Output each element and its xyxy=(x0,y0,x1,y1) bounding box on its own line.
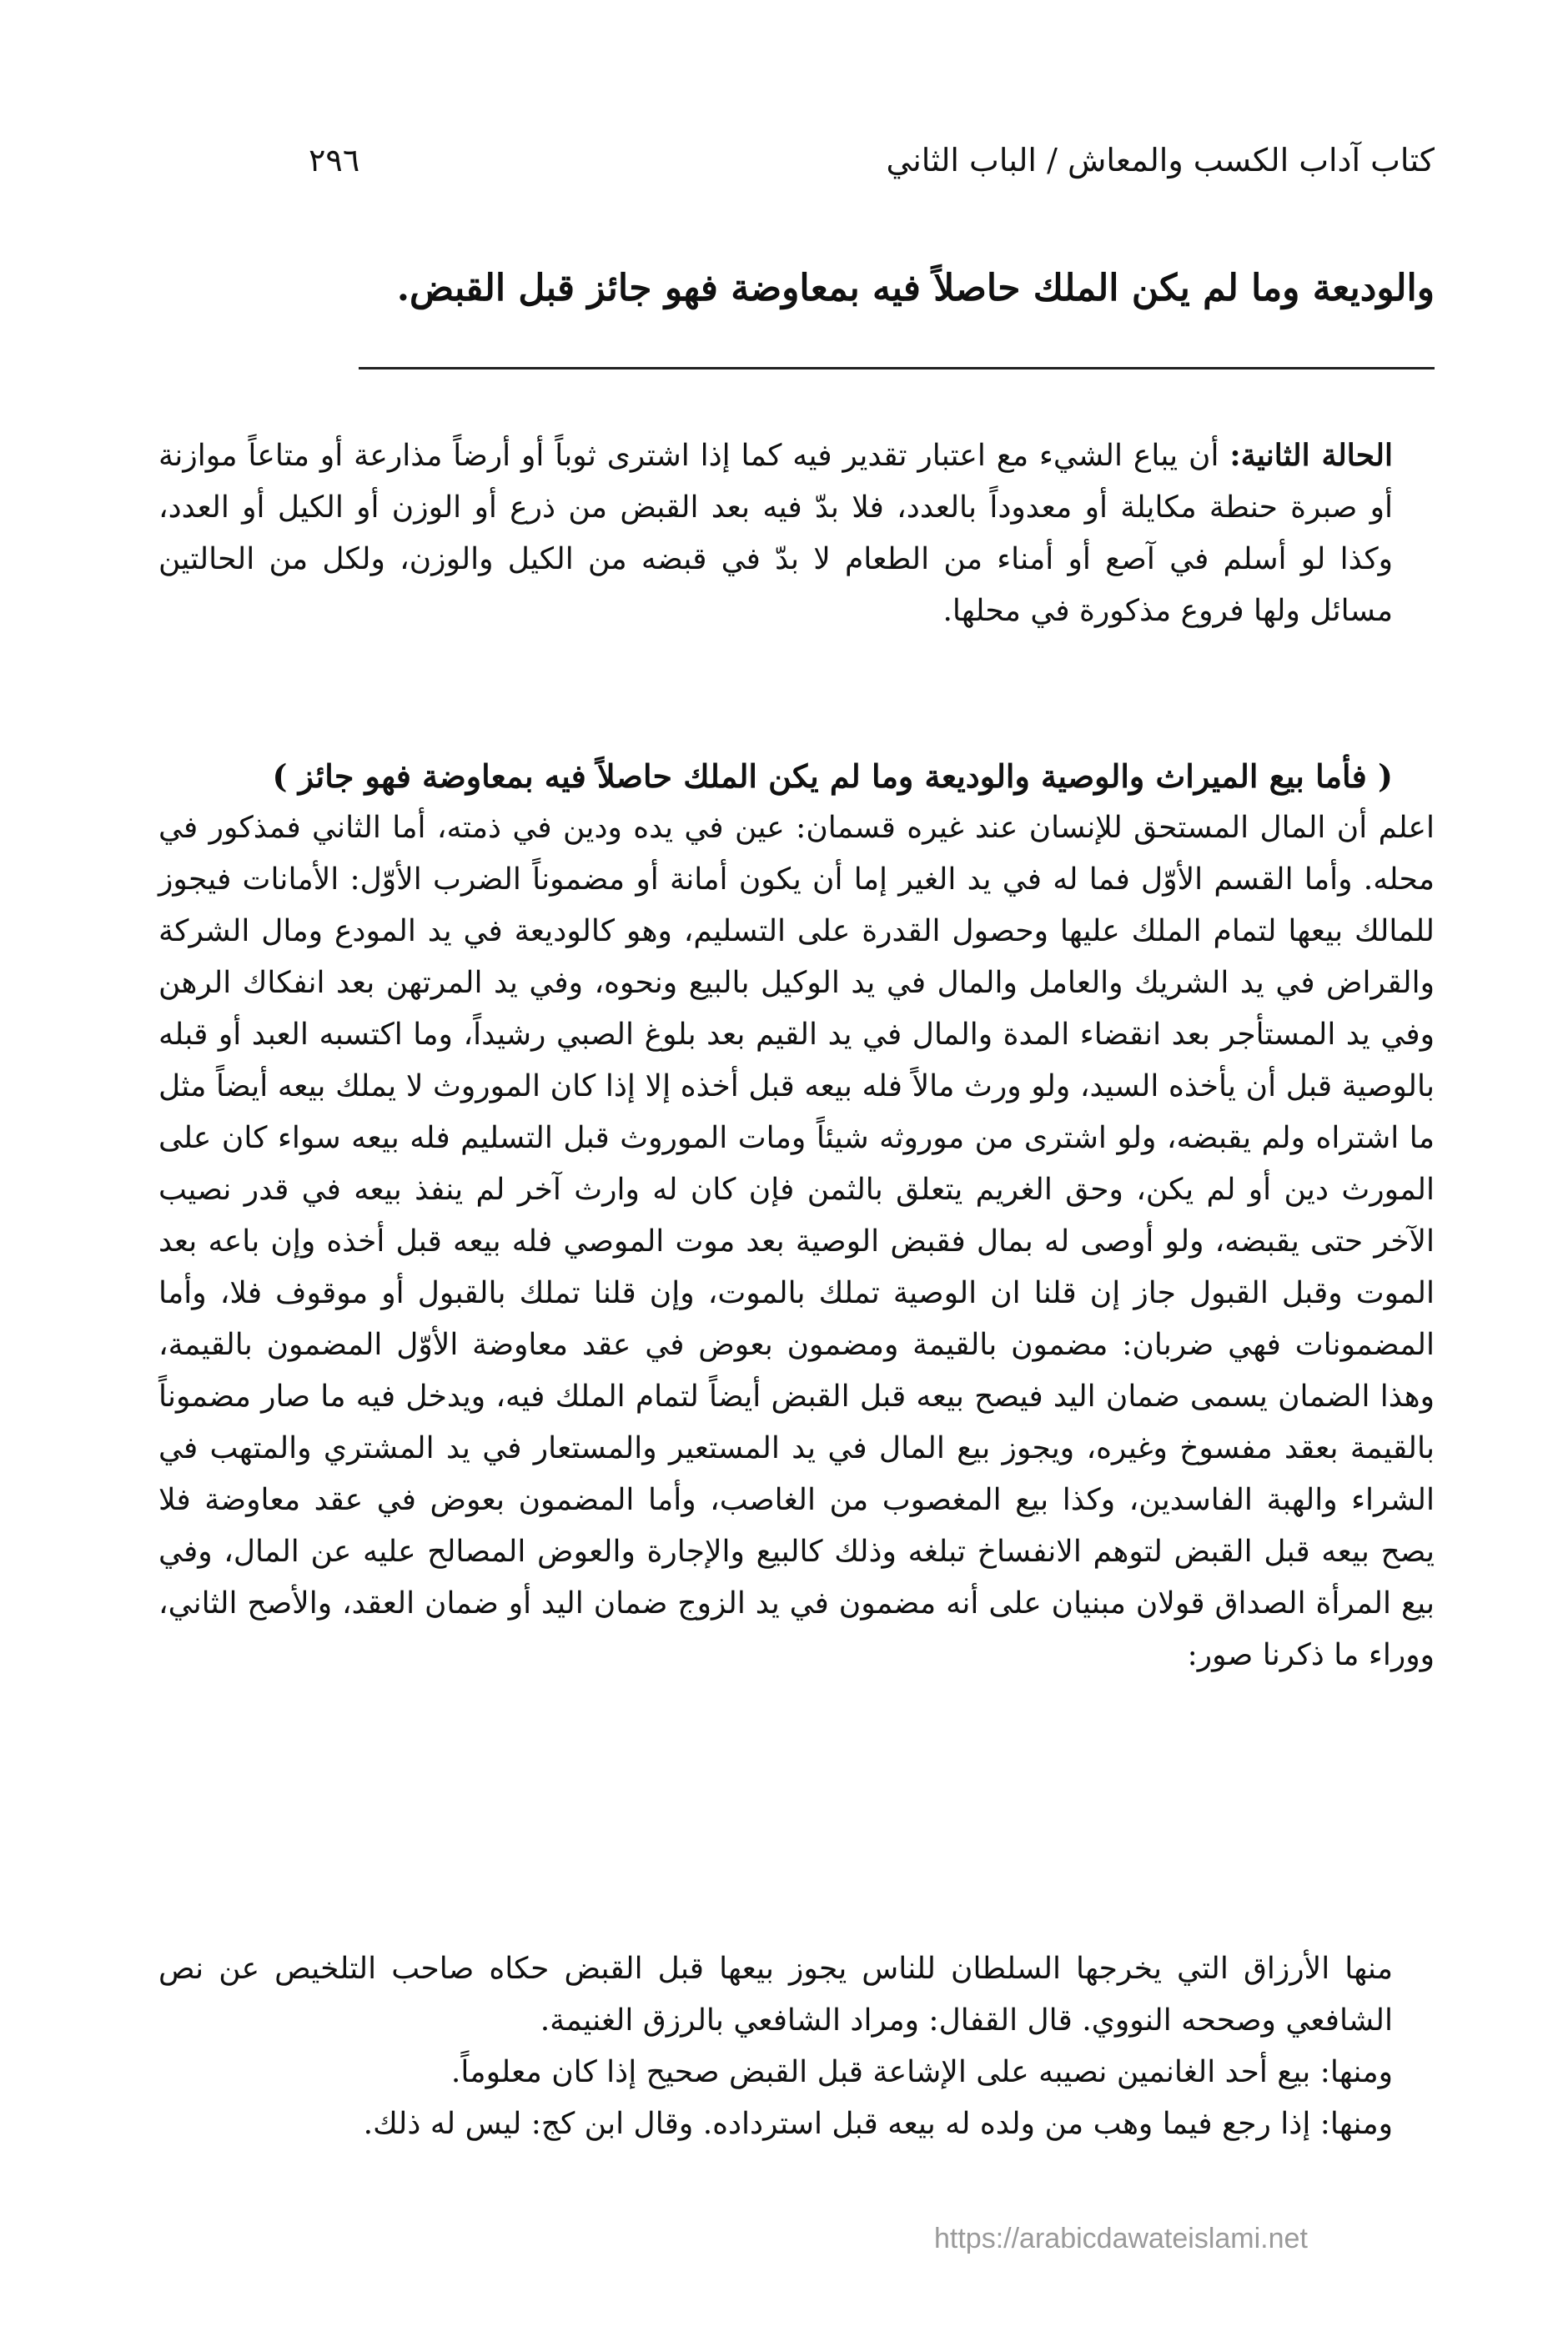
commentary-section-1 xyxy=(158,430,1435,637)
commentary-divider xyxy=(359,367,1435,369)
paragraph xyxy=(158,430,1435,637)
paragraph-text: اعلم أن المال المستحق للإنسان عند غيره قسمان: عين في يده ودين في ذمته، أما الثاني فمذكور في محله. وأما القسم الأوّل فما له في يد الغير إما أن يكون أمانة أو مضموناً الضرب الأوّل: الأمانات فيجوز للمالك بيعها لتمام الملك عليها وحصول القدرة على التسليم، وهو كالوديعة في يد المودع ومال الشركة والقراض في يد الشريك والعامل والمال في يد الوكيل بالبيع ونحوه، وفي يد المرتهن بعد انفكاك الرهن وفي يد المستأجر بعد انقضاء المدة والمال في يد القيم بعد بلوغ الصبي رشيداً، وما اكتسبه العبد أو قبله بالوصية قبل أن يأخذه السيد، ولو ورث مالاً فله بيعه قبل أخذه إلا إذا كان الموروث لا يملك بيعه أيضاً مثل ما اشتراه ولم يقبضه، ولو اشترى من موروثه شيئاً ومات الموروث قبل التسليم فله بيعه سواء كان على المورث دين أو لم يكن، وحق الغريم يتعلق بالثمن فإن كان له وارث آخر لم ينفذ بيعه في قدر نصيب الآخر حتى يقبضه، ولو أوصى له بمال فقبض الوصية بعد موت الموصي فله بيعه قبل أخذه وإن باعه بعد الموت وقبل القبول جاز إن قلنا ان الوصية تملك بالموت، وإن قلنا تملك بالقبول أو موقوف فلا، وأما المضمونات فهي ضربان: مضمون بالقيمة ومضمون بعوض في عقد معاوضة الأوّل المضمون بالقيمة، وهذا الضمان يسمى ضمان اليد فيصح بيعه قبل القبض أيضاً لتمام الملك فيه، ويدخل فيه ما صار مضموناً بالقيمة بعقد مفسوخ وغيره، ويجوز بيع المال في يد المستعير والمستعار في يد المشتري والمتهب في الشراء والهبة الفاسدين، وكذا بيع المغصوب من الغاصب، وأما المضمون بعوض في عقد معاوضة فلا يصح بيعه قبل القبض لتوهم الانفساخ تبلغه وذلك كالبيع والإجارة والعوض المصالح عليه عن المال، وفي بيع المرأة الصداق قولان مبنيان على أنه مضمون في يد الزوج ضمان اليد أو ضمان العقد، والأصح الثاني، ووراء ما ذكرنا صور: xyxy=(158,811,1435,1672)
paragraph-text: منها الأرزاق التي يخرجها السلطان للناس يجوز بيعها قبل القبض حكاه صاحب التلخيص عن نص الشافعي وصححه النووي. قال القفال: ومراد الشافعي بالرزق الغنيمة. xyxy=(158,1952,1393,2038)
paragraph-text: ومنها: بيع أحد الغانمين نصيبه على الإشاعة قبل القبض صحيح إذا كان معلوماً. xyxy=(450,2055,1393,2089)
page-header xyxy=(309,142,1435,178)
page-number: ٢٩٦ xyxy=(309,142,360,178)
running-title: كتاب آداب الكسب والمعاش / الباب الثاني xyxy=(886,142,1435,178)
paragraph-text: أن يباع الشيء مع اعتبار تقدير فيه كما إذا اشترى ثوباً أو أرضاً مذارعة أو متاعاً موازنة أو صبرة حنطة مكايلة أو معدوداً بالعدد، فلا بدّ فيه بعد القبض من ذرع أو الوزن أو الكيل أو العدد، وكذا لو أسلم في آصع أو أمناء من الطعام لا بدّ في قبضه من الكيل والوزن، ولكل من الحالتين مسائل ولها فروع مذكورة في محلها. xyxy=(158,439,1393,628)
watermark-url: https://arabicdawateislami.net xyxy=(934,2223,1308,2254)
main-text-line: والوديعة وما لم يكن الملك حاصلاً فيه بمعاوضة فهو جائز قبل القبض. xyxy=(396,267,1435,309)
section-lead: الحالة الثانية: xyxy=(1229,438,1393,473)
section-heading: ( فأما بيع الميراث والوصية والوديعة وما لم يكن الملك حاصلاً فيه بمعاوضة فهو جائز ) xyxy=(272,757,1393,795)
paragraph-text: ومنها: إذا رجع فيما وهب من ولده له بيعه قبل استرداده. وقال ابن كج: ليس له ذلك. xyxy=(363,2107,1393,2141)
commentary-section-2 xyxy=(158,751,1435,1681)
commentary-section-3 xyxy=(158,1943,1435,2150)
